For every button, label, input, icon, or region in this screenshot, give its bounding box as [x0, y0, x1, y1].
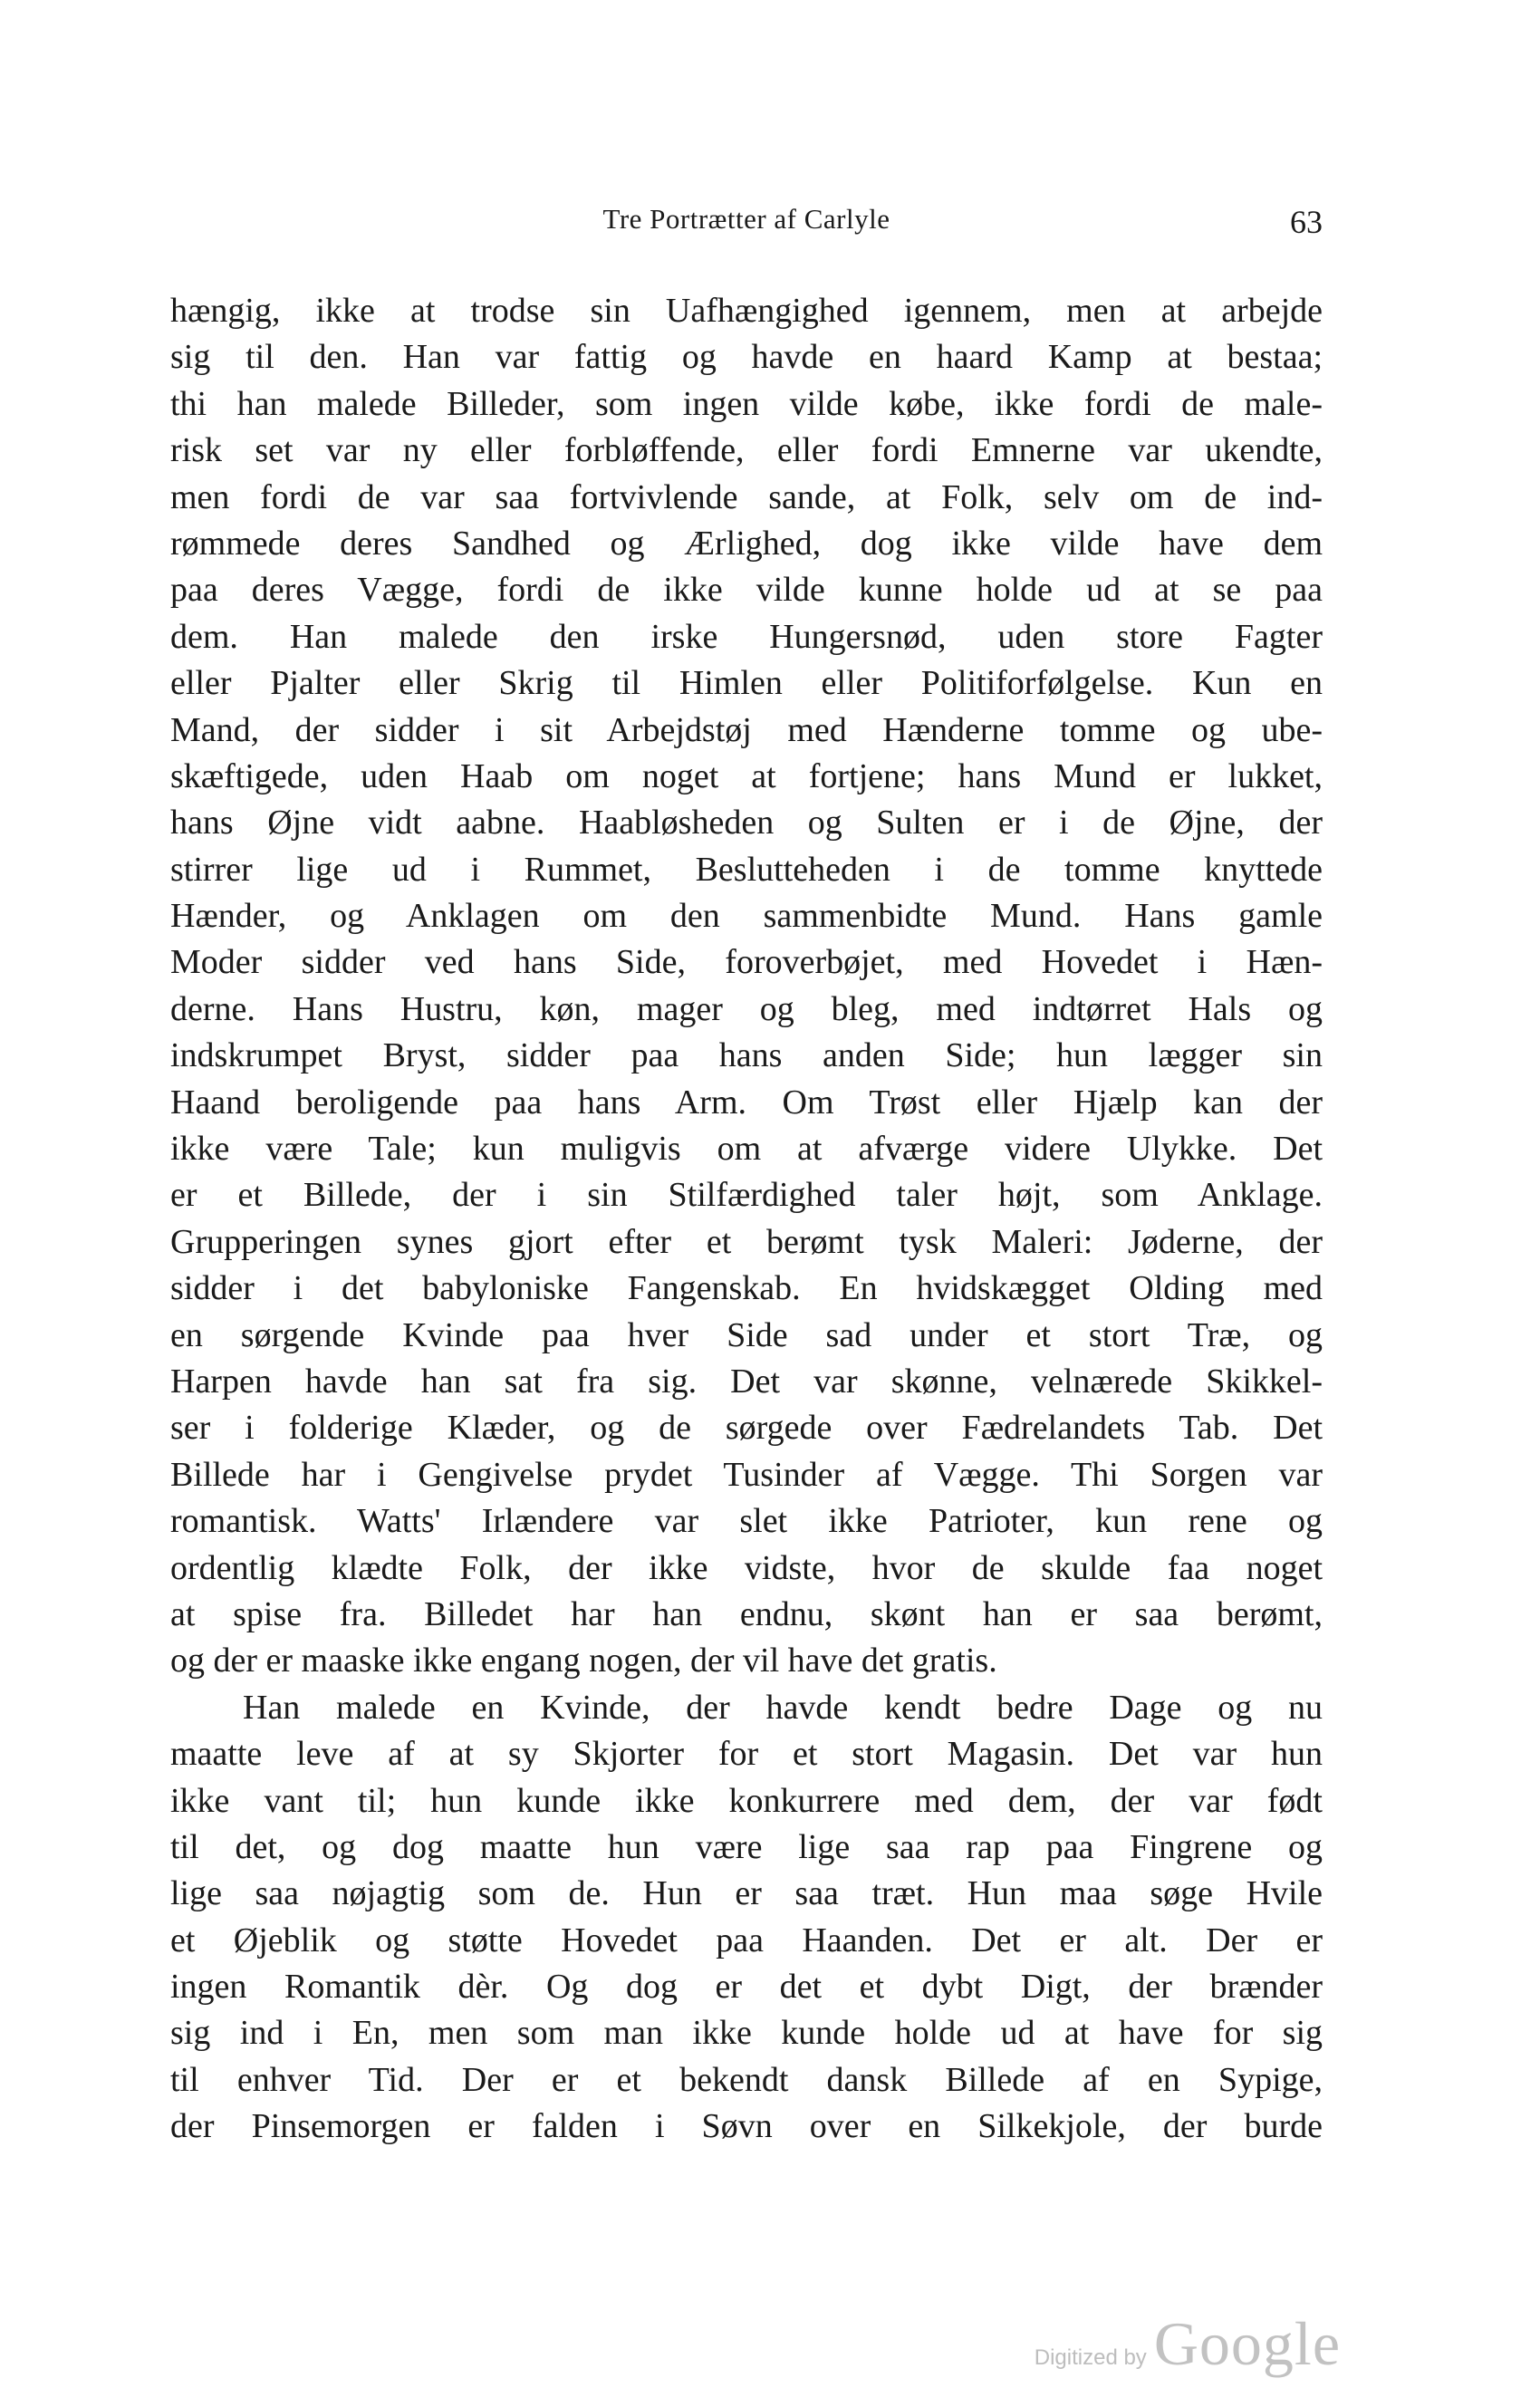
paragraph-last-line: og der er maaske ikke engang nogen, der vil have det gratis. — [170, 1642, 997, 1680]
text-line: sig ind i En, men som man ikke kunde holde ud at have for sig — [170, 2014, 1323, 2053]
text-line: at spise fra. Billedet har han endnu, skønt han er saa berømt, — [170, 1594, 1323, 1633]
text-line: Haand beroligende paa hans Arm. Om Trøst eller Hjælp kan der — [170, 1083, 1323, 1122]
text-line: risk set var ny eller forbløffende, eller fordi Emnerne var ukendte, — [170, 431, 1323, 470]
text-line: Grupperingen synes gjort efter et berømt tysk Maleri: Jøderne, der — [170, 1222, 1323, 1261]
text-line: Billede har i Gengivelse prydet Tusinder af Vægge. Thi Sorgen var — [170, 1455, 1323, 1494]
text-line: indskrumpet Bryst, sidder paa hans anden Side; hun lægger sin — [170, 1036, 1323, 1075]
text-line: ikke være Tale; kun muligvis om at afværge videre Ulykke. Det — [170, 1130, 1323, 1169]
body-text — [170, 288, 1323, 2151]
digitized-watermark — [1035, 2308, 1341, 2380]
text-line: eller Pjalter eller Skrig til Himlen eller Politiforfølgelse. Kun en — [170, 664, 1323, 703]
text-line: ingen Romantik dèr. Og dog er det et dybt Digt, der brænder — [170, 1968, 1323, 2007]
text-line: maatte leve af at sy Skjorter for et stort Magasin. Det var hun — [170, 1735, 1323, 1774]
text-line: sig til den. Han var fattig og havde en haard Kamp at bestaa; — [170, 338, 1323, 377]
text-line: Hænder, og Anklagen om den sammenbidte Mund. Hans gamle — [170, 897, 1323, 936]
text-line: til det, og dog maatte hun være lige saa rap paa Fingrene og — [170, 1827, 1323, 1866]
text-line: er et Billede, der i sin Stilfærdighed taler højt, som Anklage. — [170, 1176, 1323, 1215]
page-number: 63 — [1290, 204, 1323, 240]
text-line: Harpen havde han sat fra sig. Det var skønne, velnærede Skikkel- — [170, 1362, 1323, 1401]
text-line: ikke vant til; hun kunde ikke konkurrere med dem, der var født — [170, 1781, 1323, 1820]
page-header — [170, 203, 1323, 254]
text-line: ordentlig klædte Folk, der ikke vidste, hvor de skulde faa noget — [170, 1548, 1323, 1587]
text-line: hængig, ikke at trodse sin Uafhængighed igennem, men at arbejde — [170, 292, 1323, 330]
running-title: Tre Portrætter af Carlyle — [602, 203, 890, 235]
digitized-label: Digitized by — [1034, 2345, 1147, 2370]
text-line: Moder sidder ved hans Side, foroverbøjet, med Hovedet i Hæn- — [170, 943, 1323, 982]
text-line: lige saa nøjagtig som de. Hun er saa træt. Hun maa søge Hvile — [170, 1874, 1323, 1913]
text-line: men fordi de var saa fortvivlende sande, at Folk, selv om de ind- — [170, 477, 1323, 516]
text-line: paa deres Vægge, fordi de ikke vilde kunne holde ud at se paa — [170, 571, 1323, 610]
text-line: thi han malede Billeder, som ingen vilde købe, ikke fordi de male- — [170, 384, 1323, 423]
text-line: ser i folderige Klæder, og de sørgede over Fædrelandets Tab. Det — [170, 1409, 1323, 1448]
google-logo: Google — [1153, 2309, 1341, 2378]
text-line: stirrer lige ud i Rummet, Beslutteheden i de tomme knyttede — [170, 850, 1323, 889]
text-line: derne. Hans Hustru, køn, mager og bleg, med indtørret Hals og — [170, 989, 1323, 1028]
text-line: romantisk. Watts' Irlændere var slet ikke Patrioter, kun rene og — [170, 1502, 1323, 1541]
text-line: sidder i det babyloniske Fangenskab. En hvidskægget Olding med — [170, 1269, 1323, 1308]
text-line: rømmede deres Sandhed og Ærlighed, dog ikke vilde have dem — [170, 524, 1323, 563]
text-line: hans Øjne vidt aabne. Haabløsheden og Sulten er i de Øjne, der — [170, 804, 1323, 842]
text-line: der Pinsemorgen er falden i Søvn over en Silkekjole, der burde — [170, 2107, 1323, 2146]
text-line: et Øjeblik og støtte Hovedet paa Haanden. Det er alt. Der er — [170, 1921, 1323, 1959]
text-line: skæftigede, uden Haab om noget at fortjene; hans Mund er lukket, — [170, 756, 1323, 795]
text-line: til enhver Tid. Der er et bekendt dansk Billede af en Sypige, — [170, 2060, 1323, 2099]
text-line: dem. Han malede den irske Hungersnød, uden store Fagter — [170, 617, 1323, 656]
paragraph-first-line: Han malede en Kvinde, der havde kendt bedre Dage og nu — [243, 1688, 1323, 1727]
text-line: en sørgende Kvinde paa hver Side sad under et stort Træ, og — [170, 1315, 1323, 1354]
text-line: Mand, der sidder i sit Arbejdstøj med Hænderne tomme og ube- — [170, 710, 1323, 749]
